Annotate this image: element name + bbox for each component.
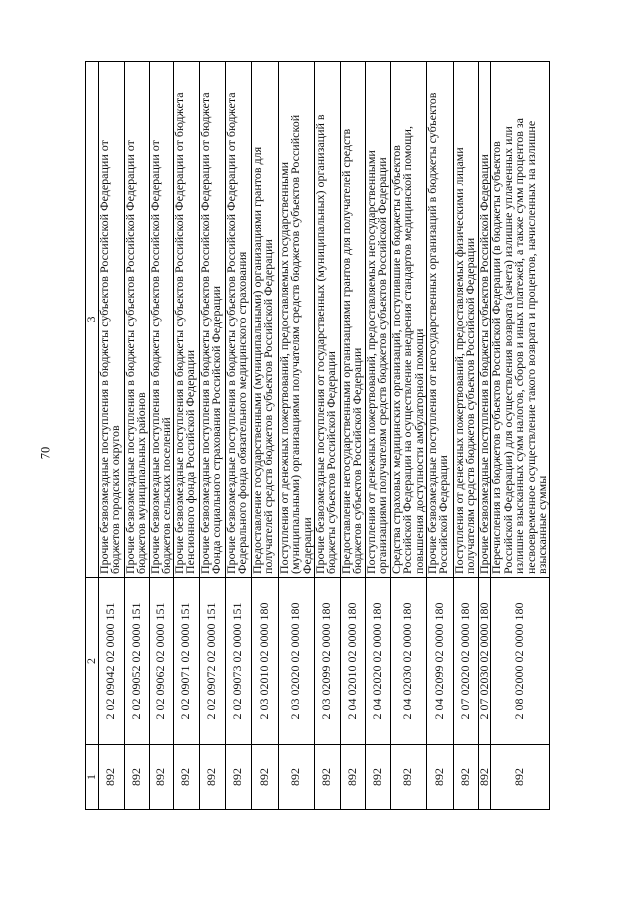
header-cell-column-3: 3 <box>86 62 99 578</box>
revenue-code-cell: 2 02 09062 02 0000 151 <box>149 578 173 745</box>
table-row <box>225 62 251 810</box>
table-row <box>340 62 365 810</box>
admin-code-cell: 892 <box>278 745 314 810</box>
revenue-code-cell: 2 04 02099 02 0000 180 <box>426 578 453 745</box>
header-cell-column-2: 2 <box>86 578 99 745</box>
admin-code-cell: 892 <box>199 745 225 810</box>
description-cell: Прочие безвозмездные поступления в бюджеты субъектов Российской Федерации от бюджета Фонда социального страхования Российской Федерации <box>199 62 225 578</box>
table-row <box>199 62 225 810</box>
admin-code-cell: 892 <box>426 745 453 810</box>
admin-code-cell: 892 <box>365 745 390 810</box>
table-row <box>426 62 453 810</box>
revenue-code-cell: 2 04 02030 02 0000 180 <box>390 578 426 745</box>
table-row <box>491 62 550 810</box>
table-row <box>98 62 124 810</box>
description-cell: Прочие безвозмездные поступления в бюджеты субъектов Российской Федерации от бюджета Пенсионного фонда Российской Федерации <box>173 62 199 578</box>
admin-code-cell: 892 <box>340 745 365 810</box>
table-row <box>314 62 340 810</box>
header-cell-column-1: 1 <box>86 745 99 810</box>
page-number: 70 <box>38 446 53 460</box>
revenue-code-cell: 2 02 09071 02 0000 151 <box>173 578 199 745</box>
revenue-codes-table <box>85 61 550 810</box>
description-cell: Прочие безвозмездные поступления в бюджеты субъектов Российской Федерации от бюджета Федерального фонда обязательного медицинского страхования <box>225 62 251 578</box>
description-cell: Перечисления из бюджетов субъектов Российской Федерации (в бюджеты субъектов Российской Федерации) для осуществления возврата (зачета) излишне уплаченных или излишне взысканных сумм налогов, сборов и иных платежей, а также сумм процентов за несвоевременное осуществление такого возврата и процентов, начисленных на излишне взысканные суммы <box>491 62 550 578</box>
table-row <box>278 62 314 810</box>
revenue-code-cell: 2 02 09052 02 0000 151 <box>124 578 149 745</box>
description-cell: Прочие безвозмездные поступления в бюджеты субъектов Российской Федерации от бюджетов сельских поселений <box>149 62 173 578</box>
description-cell: Предоставление негосударственными организациями грантов для получателей средств бюджетов субъектов Российской Федерации <box>340 62 365 578</box>
admin-code-cell: 892 <box>478 745 491 810</box>
description-cell: Прочие безвозмездные поступления в бюджеты субъектов Российской Федерации от бюджетов муниципальных районов <box>124 62 149 578</box>
admin-code-cell: 892 <box>251 745 278 810</box>
revenue-code-cell: 2 04 02010 02 0000 180 <box>340 578 365 745</box>
admin-code-cell: 892 <box>98 745 124 810</box>
description-cell: Прочие безвозмездные поступления в бюджеты субъектов Российской Федерации от бюджетов городских округов <box>98 62 124 578</box>
admin-code-cell: 892 <box>314 745 340 810</box>
table-row <box>173 62 199 810</box>
description-cell: Поступления от денежных пожертвований, предоставляемых государственными (муниципальными) организациями получателям средств бюджетов субъектов Российской Федерации <box>278 62 314 578</box>
table-row <box>453 62 478 810</box>
admin-code-cell: 892 <box>124 745 149 810</box>
table-row <box>390 62 426 810</box>
table-row <box>149 62 173 810</box>
revenue-code-cell: 2 02 09042 02 0000 151 <box>98 578 124 745</box>
revenue-code-cell: 2 02 09072 02 0000 151 <box>199 578 225 745</box>
revenue-code-cell: 2 03 02010 02 0000 180 <box>251 578 278 745</box>
table-row <box>124 62 149 810</box>
admin-code-cell: 892 <box>491 745 550 810</box>
revenue-code-cell: 2 07 02020 02 0000 180 <box>453 578 478 745</box>
revenue-code-cell: 2 08 02000 02 0000 180 <box>491 578 550 745</box>
revenue-codes-table-container <box>85 62 548 810</box>
table-row <box>365 62 390 810</box>
revenue-code-cell: 2 03 02099 02 0000 180 <box>314 578 340 745</box>
revenue-code-cell: 2 04 02020 02 0000 180 <box>365 578 390 745</box>
description-cell: Прочие безвозмездные поступления от негосударственных организаций в бюджеты субъектов Российской Федерации <box>426 62 453 578</box>
description-cell: Средства страховых медицинских организаций, поступившие в бюджеты субъектов Российской Федерации на осуществление внедрения стандартов медицинской помощи, повышения доступности амбулаторной помощи <box>390 62 426 578</box>
description-cell: Поступления от денежных пожертвований, предоставляемых физическими лицами получателям средств бюджетов субъектов Российской Федерации <box>453 62 478 578</box>
revenue-code-cell: 2 02 09073 02 0000 151 <box>225 578 251 745</box>
description-cell: Прочие безвозмездные поступления от государственных (муниципальных) организаций в бюджеты субъектов Российской Федерации <box>314 62 340 578</box>
table-row <box>251 62 278 810</box>
revenue-code-cell: 2 07 02030 02 0000 180 <box>478 578 491 745</box>
admin-code-cell: 892 <box>225 745 251 810</box>
description-cell: Прочие безвозмездные поступления в бюджеты субъектов Российской Федерации <box>478 62 491 578</box>
admin-code-cell: 892 <box>149 745 173 810</box>
admin-code-cell: 892 <box>173 745 199 810</box>
description-cell: Предоставление государственными (муниципальными) организациями грантов для получателей средств бюджетов субъектов Российской Федерации <box>251 62 278 578</box>
admin-code-cell: 892 <box>453 745 478 810</box>
revenue-code-cell: 2 03 02020 02 0000 180 <box>278 578 314 745</box>
admin-code-cell: 892 <box>390 745 426 810</box>
description-cell: Поступления от денежных пожертвований, предоставляемых негосударственными организациями получателям средств бюджетов субъектов Российской Федерации <box>365 62 390 578</box>
